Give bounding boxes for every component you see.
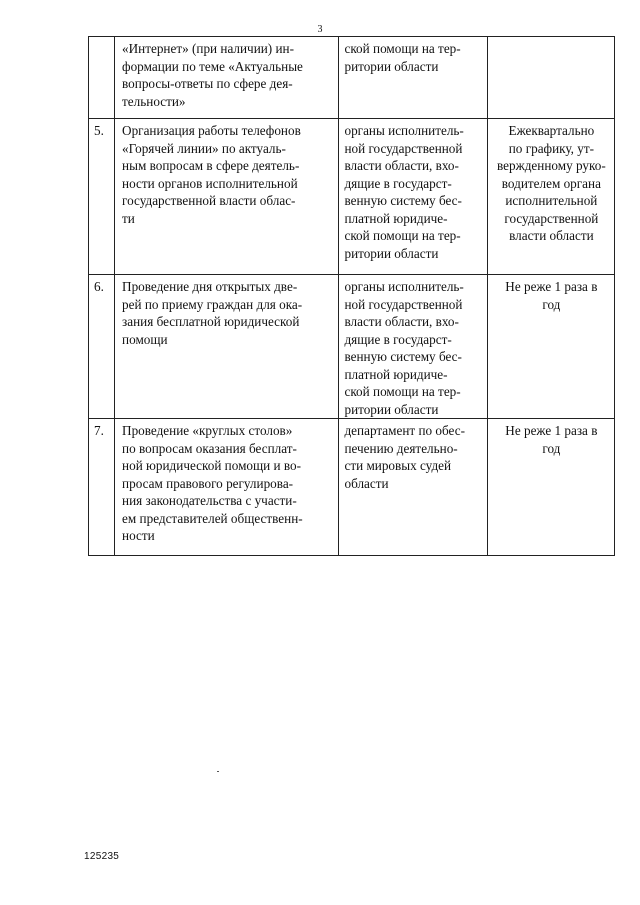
event-cell-line: Проведение дня открытых две- [122, 279, 298, 294]
executor-cell-line: ской помощи на тер- [344, 384, 461, 399]
term-cell-line: Не реже 1 раза в [505, 279, 598, 294]
event-cell-line: просам правового регулирова- [122, 475, 294, 491]
table-body [89, 37, 615, 556]
executor-cell-line: ной государственной [344, 140, 463, 156]
executor-cell-line: органы исполнитель- [344, 123, 464, 138]
term-cell-line: год [542, 440, 561, 456]
event-cell-line: ной юридической помощи и во- [122, 458, 301, 473]
event-cell-line: ния законодательства с участи- [122, 493, 297, 508]
term-cell-line: власти области [509, 228, 594, 243]
event-cell-line: Организация работы телефонов [122, 123, 301, 138]
event-cell-line: ти [122, 210, 135, 226]
term-cell-line: вержденному руко- [497, 158, 606, 173]
term-cell [487, 119, 614, 275]
executor-cell-line: ской помощи на тер- [344, 41, 461, 56]
row-number [89, 37, 115, 119]
executor-cell-line: печению деятельно- [344, 440, 458, 456]
event-cell [115, 419, 339, 556]
term-cell-line: Ежеквартально [508, 123, 595, 138]
table-row [89, 419, 615, 556]
executor-cell-line: органы исполнитель- [344, 279, 464, 294]
executor-cell [339, 37, 487, 119]
event-cell-line: «Интернет» (при наличии) ин- [122, 41, 294, 56]
executor-cell-line: власти области, вхо- [344, 158, 459, 173]
term-cell-line: государственной [504, 210, 599, 226]
term-cell-line: по графику, ут- [508, 140, 594, 156]
term-cell [487, 275, 614, 419]
event-cell-line: по вопросам оказания бесплат- [122, 440, 297, 456]
executor-cell-line: ной государственной [344, 296, 463, 312]
executor-cell-line: ритории области [344, 58, 439, 74]
term-cell-line: Не реже 1 раза в [505, 423, 598, 438]
term-cell-line: исполнительной [505, 193, 598, 208]
event-cell-line: помощи [122, 331, 168, 347]
table-row [89, 119, 615, 275]
page-number: 3 [317, 24, 323, 35]
executor-cell [339, 275, 487, 419]
executor-cell-line: венную систему бес- [344, 349, 462, 364]
executor-cell-line: платной юридиче- [344, 210, 448, 226]
event-cell [115, 37, 339, 119]
executor-cell-line: сти мировых судей [344, 458, 452, 473]
executor-cell-line: венную систему бес- [344, 193, 462, 208]
term-cell-line: водителем органа [501, 175, 601, 191]
event-cell-line: Проведение «круглых столов» [122, 423, 293, 438]
event-cell-line: зания бесплатной юридической [122, 314, 300, 329]
event-cell-line: ным вопросам в сфере деятель- [122, 158, 300, 173]
executor-cell-line: ритории области [344, 245, 439, 261]
event-cell [115, 275, 339, 419]
executor-cell-line: области [344, 475, 389, 491]
table-row [89, 275, 615, 419]
executor-cell-line: власти области, вхо- [344, 314, 459, 329]
event-cell-line: ем представителей общественн- [122, 510, 303, 526]
executor-cell-line: дящие в государст- [344, 175, 452, 191]
event-cell-line: государственной власти облас- [122, 193, 296, 208]
term-cell [487, 419, 614, 556]
event-cell-line: вопросы-ответы по сфере дея- [122, 76, 293, 91]
event-cell-line: ности [122, 528, 155, 543]
executor-cell-line: департамент по обес- [344, 423, 465, 438]
executor-cell-line: дящие в государст- [344, 331, 452, 347]
event-cell-line: «Горячей линии» по актуаль- [122, 140, 286, 156]
event-cell-line: рей по приему граждан для ока- [122, 296, 303, 312]
executor-cell [339, 419, 487, 556]
row-number: 7. [89, 419, 115, 556]
event-cell [115, 119, 339, 275]
executor-cell [339, 119, 487, 275]
table-row [89, 37, 615, 119]
executor-cell-line: ритории области [344, 401, 439, 417]
term-cell-line: год [542, 296, 561, 312]
term-cell [487, 37, 614, 119]
row-number: 6. [89, 275, 115, 419]
row-number: 5. [89, 119, 115, 275]
event-cell-line: формации по теме «Актуальные [122, 58, 303, 74]
executor-cell-line: платной юридиче- [344, 366, 448, 382]
document-code: 125235 [84, 851, 120, 862]
event-cell-line: ности органов исполнительной [122, 175, 298, 191]
scan-dot [217, 771, 219, 772]
executor-cell-line: ской помощи на тер- [344, 228, 461, 243]
event-cell-line: тельности» [122, 93, 186, 109]
measures-table [88, 36, 615, 556]
